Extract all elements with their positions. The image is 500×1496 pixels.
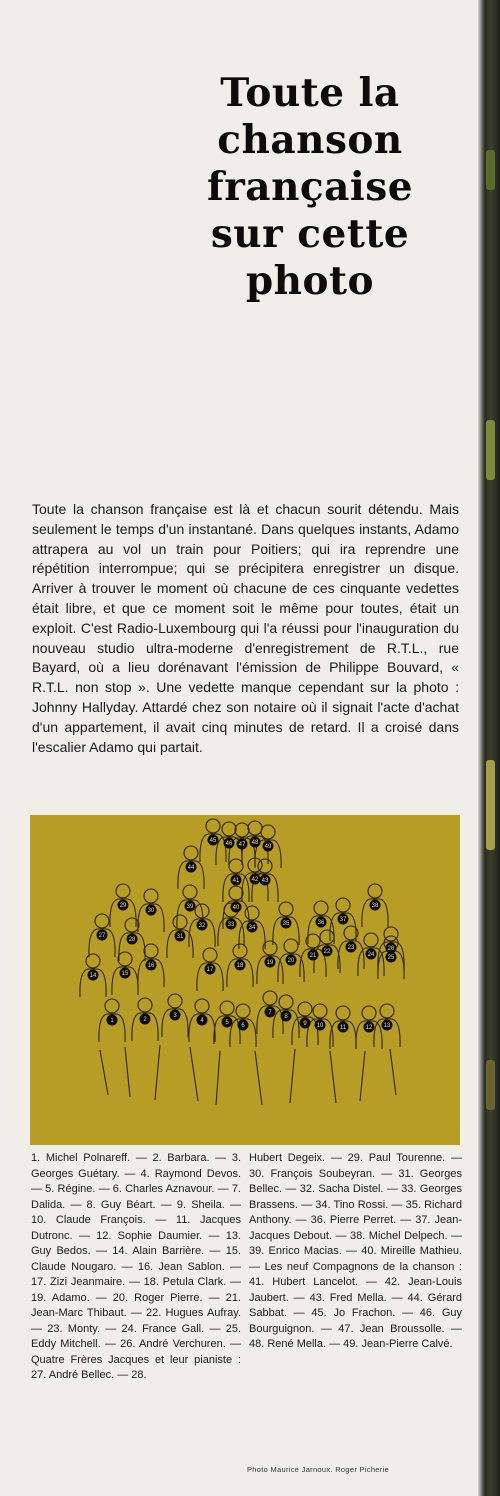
caption-right-column: Hubert Degeix. — 29. Paul Tourenne. — 30. François Soubeyran. — 31. Georges Bellec. — 32. Sacha Distel. — 33. Georges Brassens. — 34. Tino Rossi. — 35. Richard Anthony. — 36. Pierre Perret. — 37. Jean-Jacques Debout. — 38. Michel Delpech. — 39. Enrico Macias. — 40. Mireille Mathieu. — Les neuf Compagnons de la chanson : 41. Hubert Lancelot. — 42. Jean-Louis Jaubert. — 43. Fred Mella. — 44. Gérard Sabbat. — 45. Jo Frachon. — 46. Guy Bourguignon. — 47. Jean Broussolle. — 48. René Mella. — 49. Jean-Pierre Calvé. xyxy=(249,1152,462,1350)
number-marker-label: 13 xyxy=(383,1023,391,1029)
figure-head-outline xyxy=(116,884,130,898)
number-marker-label: 21 xyxy=(309,953,317,959)
figure-head-outline xyxy=(222,822,236,836)
number-marker-label: 41 xyxy=(232,878,240,884)
figure-head-outline xyxy=(173,915,187,929)
figure-head-outline xyxy=(229,886,243,900)
number-marker-label: 25 xyxy=(387,955,395,961)
figure-head-outline xyxy=(384,927,398,941)
figure-head-outline xyxy=(368,884,382,898)
figure-head-outline xyxy=(236,1004,250,1018)
figure-head-outline xyxy=(298,1002,312,1016)
number-marker-label: 33 xyxy=(227,922,235,928)
number-marker-label: 11 xyxy=(339,1025,347,1031)
number-marker-label: 17 xyxy=(206,967,214,973)
title-line-1: Toute la xyxy=(220,70,400,116)
number-marker-label: 32 xyxy=(198,923,206,929)
number-marker-label: 31 xyxy=(176,934,184,940)
number-marker-label: 37 xyxy=(339,917,347,923)
figure-head-outline xyxy=(279,902,293,916)
figure-head-outline xyxy=(279,995,293,1009)
group-photo-diagram xyxy=(30,815,460,1145)
figure-head-outline xyxy=(248,821,262,835)
number-marker-label: 26 xyxy=(387,946,395,952)
figure-head-outline xyxy=(362,1006,376,1020)
number-marker-label: 8 xyxy=(284,1014,288,1020)
number-marker-label: 28 xyxy=(128,937,136,943)
figure-head-outline xyxy=(263,991,277,1005)
figure-head-outline xyxy=(380,1004,394,1018)
figure-head-outline xyxy=(206,819,220,833)
figure-head-outline xyxy=(336,1006,350,1020)
number-marker-label: 2 xyxy=(143,1017,147,1023)
photo-credit: Photo Maurice Jarnoux. Roger Picherie xyxy=(247,1465,389,1474)
number-marker-label: 15 xyxy=(121,971,129,977)
number-marker-label: 20 xyxy=(287,958,295,964)
number-marker-label: 46 xyxy=(225,841,233,847)
number-marker-label: 36 xyxy=(317,920,325,926)
number-marker-label: 12 xyxy=(365,1025,373,1031)
article-body: Toute la chanson française est là et chacun sourit détendu. Mais seulement le temps d'un instantané. Dans quelques instants, Adamo attrapera au vol un train pour Poitiers; qui ira reprendre une répétition interrompue; qui se précipitera enregistrer un disque. Arriver à trouver le moment où chacune de ces cinquante vedettes était libre, et que ce moment soit le même pour toutes, était un exploit. C'est Radio-Luxembourg qui l'a réussi pour l'inauguration du nouveau studio ultra-moderne d'enregistrement de R.T.L., rue Bayard, où a lieu dorénavant l'émission de Philippe Bouvard, « R.T.L. non stop ». Une vedette manque cependant sur la photo : Johnny Hallyday. Attardé chez son notaire où il signait l'acte d'achat d'un appartement, il avait cinq minutes de retard. Il a croisé dans l'escalier Adamo qui partait. xyxy=(32,501,459,755)
number-marker-label: 19 xyxy=(266,960,274,966)
page-edge-speck xyxy=(486,1060,495,1110)
number-marker-label: 43 xyxy=(261,878,269,884)
number-marker-label: 38 xyxy=(371,903,379,909)
figure-head-outline xyxy=(118,952,132,966)
figure-head-outline xyxy=(183,885,197,899)
number-marker-label: 34 xyxy=(248,925,256,931)
figure-head-outline xyxy=(184,846,198,860)
number-marker-label: 22 xyxy=(323,949,331,955)
number-marker-label: 4 xyxy=(200,1018,204,1024)
figure-head-outline xyxy=(313,1004,327,1018)
number-marker-label: 45 xyxy=(209,838,217,844)
figure-head-outline xyxy=(364,933,378,947)
number-marker-label: 27 xyxy=(98,933,106,939)
number-marker-label: 18 xyxy=(236,963,244,969)
figure-head-outline xyxy=(125,918,139,932)
figure-head-outline xyxy=(95,914,109,928)
page-edge-speck xyxy=(486,420,495,480)
number-marker-label: 5 xyxy=(225,1020,229,1026)
number-marker-label: 49 xyxy=(264,844,272,850)
number-marker-label: 23 xyxy=(347,945,355,951)
figure-head-outline xyxy=(138,998,152,1012)
title-line-4: photo xyxy=(245,258,375,304)
number-marker-label: 48 xyxy=(251,840,259,846)
number-marker-label: 9 xyxy=(303,1021,307,1027)
figure-head-outline xyxy=(233,944,247,958)
number-marker-label: 3 xyxy=(173,1013,177,1019)
front-row-legs-outline xyxy=(100,1045,396,1105)
figure-head-outline xyxy=(86,954,100,968)
number-marker-label: 39 xyxy=(186,904,194,910)
figure-head-outline xyxy=(203,948,217,962)
figure-head-outline xyxy=(336,898,350,912)
number-marker-label: 16 xyxy=(147,963,155,969)
figure-head-outline xyxy=(144,889,158,903)
number-marker-label: 7 xyxy=(268,1010,272,1016)
number-marker-label: 35 xyxy=(282,921,290,927)
figure-head-outline xyxy=(195,999,209,1013)
figure-head-outline xyxy=(105,999,119,1013)
number-marker-label: 30 xyxy=(147,908,155,914)
figure-head-outline xyxy=(258,859,272,873)
number-marker-label: 6 xyxy=(241,1023,245,1029)
number-marker-label: 42 xyxy=(251,877,259,883)
number-marker-label: 14 xyxy=(89,973,97,979)
figure-head-outline xyxy=(168,994,182,1008)
title-line-2: chanson française xyxy=(206,117,414,210)
page-title xyxy=(110,70,500,305)
figure-head-outline xyxy=(220,1001,234,1015)
title-line-3: sur cette xyxy=(210,211,410,257)
group-photo-drawing xyxy=(30,815,460,1145)
caption-left-column: 1. Michel Polnareff. — 2. Barbara. — 3. Georges Guétary. — 4. Raymond Devos. — 5. Régine. — 6. Charles Aznavour. — 7. Dalida. — 8. Guy Béart. — 9. Sheila. — 10. Claude François. — 11. Jacques Dutronc. — 12. Sophie Daumier. — 13. Guy Bedos. — 14. Alain Barrière. — 15. Claude Nougaro. — 16. Jean Sablon. — 17. Zizi Jeanmaire. — 18. Petula Clark. — 19. Adamo. — 20. Roger Pierre. — 21. Jean-Marc Thibaut. — 22. Hugues Aufray. — 23. Monty. — 24. France Gall. — 25. Eddy Mitchell. — 26. André Verchuren. — Quatre Frères Jacques et leur pianiste : 27. André Bellec. — 28. xyxy=(31,1152,241,1381)
number-marker-label: 24 xyxy=(367,952,375,958)
figure-head-outline xyxy=(229,859,243,873)
page-edge-speck xyxy=(486,760,495,850)
number-marker-label: 10 xyxy=(316,1023,324,1029)
figure-head-outline xyxy=(144,944,158,958)
number-marker-label: 29 xyxy=(119,903,127,909)
number-marker-label: 47 xyxy=(238,842,246,848)
number-marker-label: 40 xyxy=(232,905,240,911)
figure-head-outline xyxy=(320,930,334,944)
number-marker-label: 44 xyxy=(187,865,195,871)
figure-head-outline xyxy=(314,901,328,915)
number-marker-label: 1 xyxy=(110,1018,114,1024)
figure-head-outline xyxy=(284,939,298,953)
figure-head-outline xyxy=(261,825,275,839)
figure-head-outline xyxy=(235,823,249,837)
